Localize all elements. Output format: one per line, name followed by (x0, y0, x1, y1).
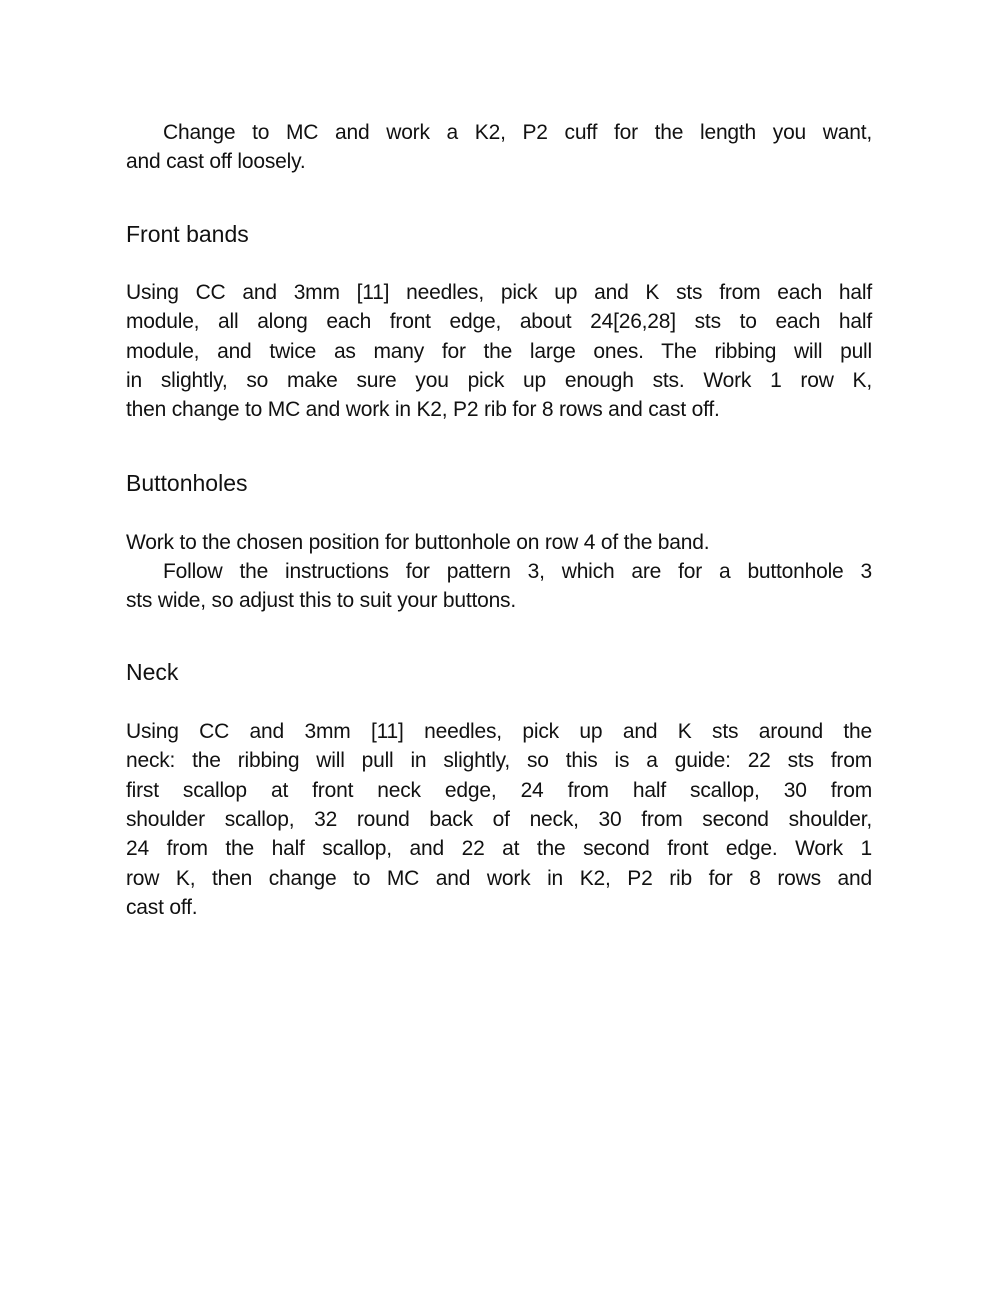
paragraph-line: shoulder scallop, 32 round back of neck, 30 from second shoulder, (126, 808, 872, 831)
paragraph-line: row K, then change to MC and work in K2, P2 rib for 8 rows and (126, 867, 872, 890)
paragraph-line: cast off. (126, 896, 198, 919)
paragraph-line: in slightly, so make sure you pick up enough sts. Work 1 row K, (126, 369, 872, 392)
section-heading-buttonholes: Buttonholes (126, 470, 248, 496)
paragraph-line: then change to MC and work in K2, P2 rib for 8 rows and cast off. (126, 398, 720, 421)
paragraph-line: Change to MC and work a K2, P2 cuff for the length you want, (163, 121, 872, 144)
paragraph-line: first scallop at front neck edge, 24 from half scallop, 30 from (126, 779, 872, 802)
paragraph-line: module, all along each front edge, about 24[26,28] sts to each half (126, 310, 872, 333)
paragraph-line: Using CC and 3mm [11] needles, pick up and K sts from each half (126, 281, 872, 304)
paragraph-line: Follow the instructions for pattern 3, which are for a buttonhole 3 (163, 560, 872, 583)
paragraph-line: and cast off loosely. (126, 150, 306, 173)
section-heading-front-bands: Front bands (126, 221, 249, 247)
paragraph-line: module, and twice as many for the large ones. The ribbing will pull (126, 340, 872, 363)
paragraph-line: Using CC and 3mm [11] needles, pick up and K sts around the (126, 720, 872, 743)
section-heading-neck: Neck (126, 659, 179, 685)
paragraph-line: Work to the chosen position for buttonhole on row 4 of the band. (126, 531, 710, 554)
paragraph-line: neck: the ribbing will pull in slightly, so this is a guide: 22 sts from (126, 749, 872, 772)
paragraph-line: 24 from the half scallop, and 22 at the second front edge. Work 1 (126, 837, 872, 860)
paragraph-line: sts wide, so adjust this to suit your buttons. (126, 589, 516, 612)
